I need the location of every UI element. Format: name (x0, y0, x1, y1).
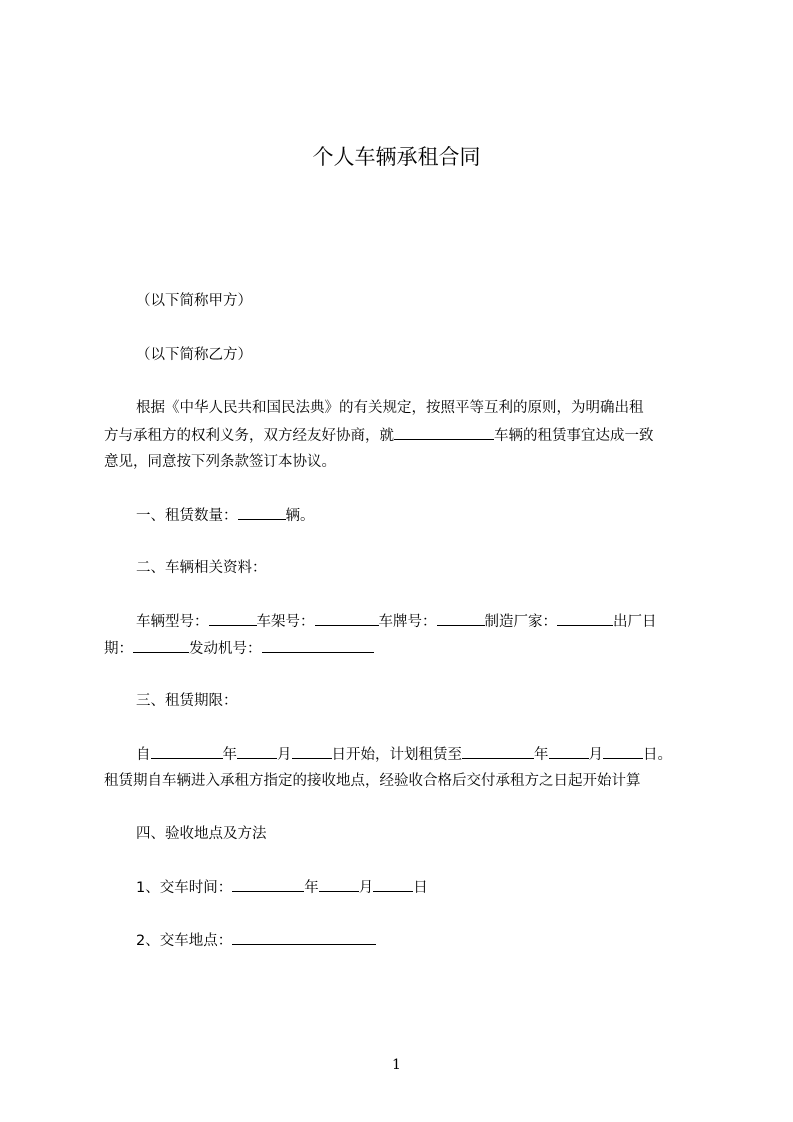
start-month-blank[interactable] (237, 744, 277, 759)
delivery-day-blank[interactable] (373, 877, 413, 892)
section-4-heading: 四、验收地点及方法 (136, 826, 267, 842)
quantity-blank[interactable] (238, 505, 286, 520)
section-1 (136, 505, 315, 526)
term-month-2: 月 (588, 747, 603, 763)
term-year-1: 年 (222, 747, 237, 763)
delivery-time-label: 1、交车时间： (136, 880, 233, 896)
intro-line-1: 根据《中华人民共和国民法典》的有关规定，按照平等互利的原则，为明确出租 (136, 400, 644, 416)
section-1-unit: 辆。 (285, 508, 315, 524)
maker-blank[interactable] (557, 611, 613, 626)
term-from: 自 (136, 747, 151, 763)
engine-label: 发动机号： (189, 641, 262, 657)
date-label-a: 出厂日 (613, 614, 657, 630)
date-label-b: 期： (104, 641, 133, 657)
term-day-end: 日。 (643, 747, 672, 763)
intro-line-2 (104, 425, 654, 446)
party-b-line: （以下简称乙方） (136, 347, 252, 363)
term-line-1 (136, 744, 672, 765)
start-day-blank[interactable] (292, 744, 332, 759)
term-month-1: 月 (277, 747, 292, 763)
delivery-day: 日 (413, 880, 428, 896)
date-blank[interactable] (133, 638, 189, 653)
delivery-place-label: 2、交车地点： (136, 933, 233, 949)
end-year-blank[interactable] (462, 744, 534, 759)
start-year-blank[interactable] (151, 744, 223, 759)
term-year-2: 年 (534, 747, 549, 763)
term-line-2: 租赁期自车辆进入承租方指定的接收地点，经验收合格后交付承租方之日起开始计算 (104, 773, 641, 789)
intro-text-b: 车辆的租赁事宜达成一致 (494, 428, 654, 444)
maker-label: 制造厂家： (484, 614, 557, 630)
delivery-year-blank[interactable] (232, 877, 304, 892)
engine-blank[interactable] (262, 638, 374, 653)
party-a-line: （以下简称甲方） (136, 293, 252, 309)
frame-blank[interactable] (315, 611, 379, 626)
vehicle-blank[interactable] (394, 425, 494, 440)
delivery-month: 月 (358, 880, 374, 896)
plate-label: 车牌号： (378, 614, 437, 630)
frame-label: 车架号： (256, 614, 315, 630)
vehicle-line-1 (136, 611, 657, 632)
section-1-label: 一、租赁数量： (136, 508, 238, 524)
delivery-month-blank[interactable] (319, 877, 359, 892)
end-month-blank[interactable] (549, 744, 589, 759)
model-blank[interactable] (209, 611, 257, 626)
intro-text-a: 方与承租方的权利义务，双方经友好协商，就 (104, 428, 394, 444)
intro-line-3: 意见，同意按下列条款签订本协议。 (104, 454, 336, 470)
delivery-time-line (136, 877, 428, 898)
section-2-heading: 二、车辆相关资料： (136, 560, 267, 576)
vehicle-line-2 (104, 638, 374, 659)
document-title: 个人车辆承租合同 (312, 145, 481, 169)
delivery-place-line (136, 930, 376, 951)
plate-blank[interactable] (437, 611, 485, 626)
page-number: 1 (392, 1057, 401, 1073)
delivery-year: 年 (304, 880, 319, 896)
end-day-blank[interactable] (603, 744, 643, 759)
delivery-place-blank[interactable] (232, 930, 376, 945)
term-day-start: 日开始，计划租赁至 (331, 747, 462, 763)
model-label: 车辆型号： (136, 614, 209, 630)
section-3-heading: 三、租赁期限： (136, 693, 238, 709)
